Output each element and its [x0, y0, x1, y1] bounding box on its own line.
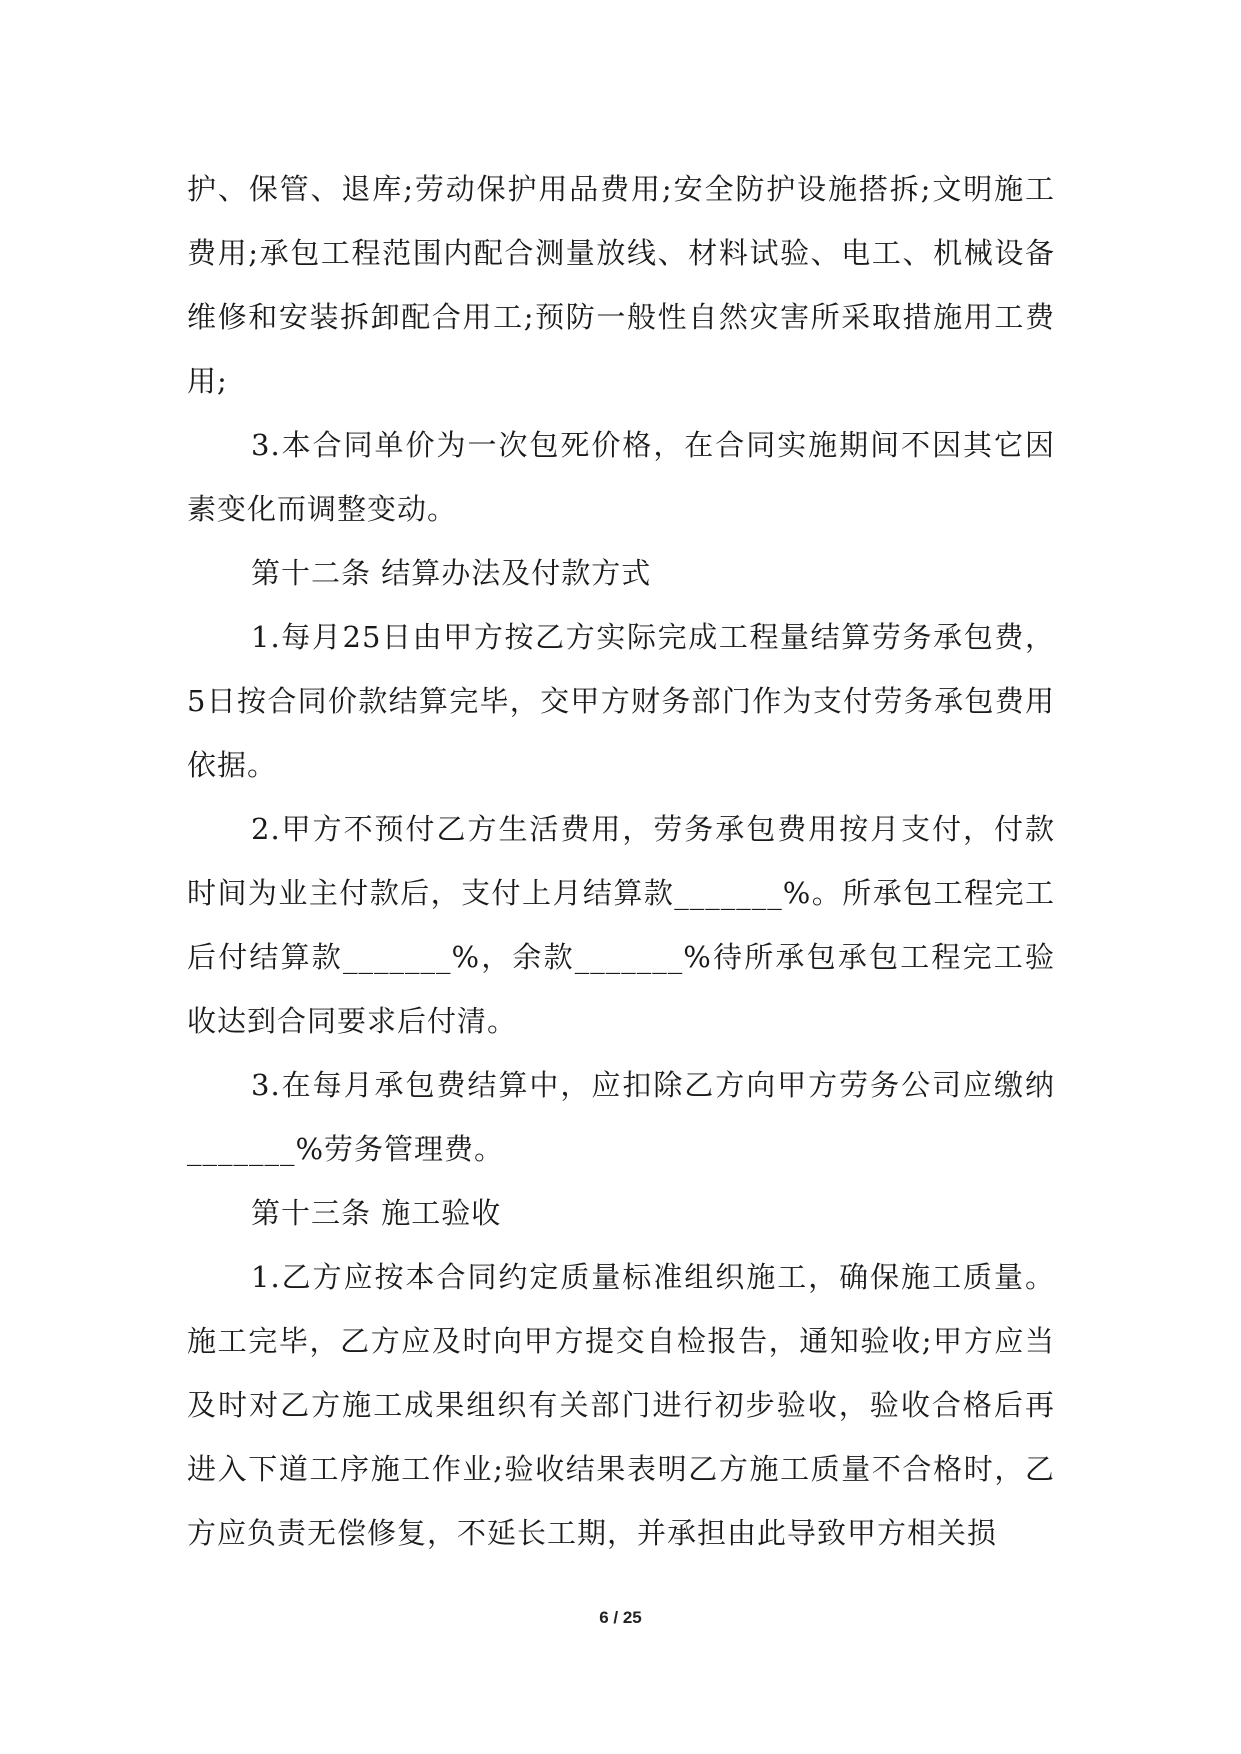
paragraph-clause-3-unit-price: 3.本合同单价为一次包死价格，在合同实施期间不因其它因素变化而调整变动。 — [187, 428, 1055, 526]
article-13-heading: 第十三条 施工验收 — [251, 1196, 502, 1230]
document-body — [187, 157, 1055, 1565]
paragraph-acceptance-1: 1.乙方应按本合同约定质量标准组织施工，确保施工质量。施工完毕，乙方应及时向甲方提交自检报告，通知验收;甲方应当及时对乙方施工成果组织有关部门进行初步验收，验收合格后再进入下道工序施工作业;验收结果表明乙方施工质量不合格时，乙方应负责无偿修复，不延长工期，并承担由此导致甲方相关损 — [187, 1260, 1055, 1550]
paragraph-continuation: 护、保管、退库;劳动保护用品费用;安全防护设施搭拆;文明施工费用;承包工程范围内配合测量放线、材料试验、电工、机械设备维修和安装拆卸配合用工;预防一般性自然灾害所采取措施用工费用; — [187, 172, 1055, 398]
paragraph-settlement-2: 2.甲方不预付乙方生活费用，劳务承包费用按月支付，付款时间为业主付款后，支付上月结算款_______%。所承包工程完工后付结算款_______%，余款_______%待所承包承包工程完工验收达到合同要求后付清。 — [187, 812, 1055, 1038]
paragraph-settlement-1: 1.每月25日由甲方按乙方实际完成工程量结算劳务承包费，5日按合同价款结算完毕，交甲方财务部门作为支付劳务承包费用依据。 — [187, 620, 1055, 782]
article-12-heading: 第十二条 结算办法及付款方式 — [251, 556, 652, 590]
page-number: 6 / 25 — [599, 1608, 642, 1627]
paragraph-settlement-3: 3.在每月承包费结算中，应扣除乙方向甲方劳务公司应缴纳_______%劳务管理费。 — [187, 1068, 1055, 1166]
